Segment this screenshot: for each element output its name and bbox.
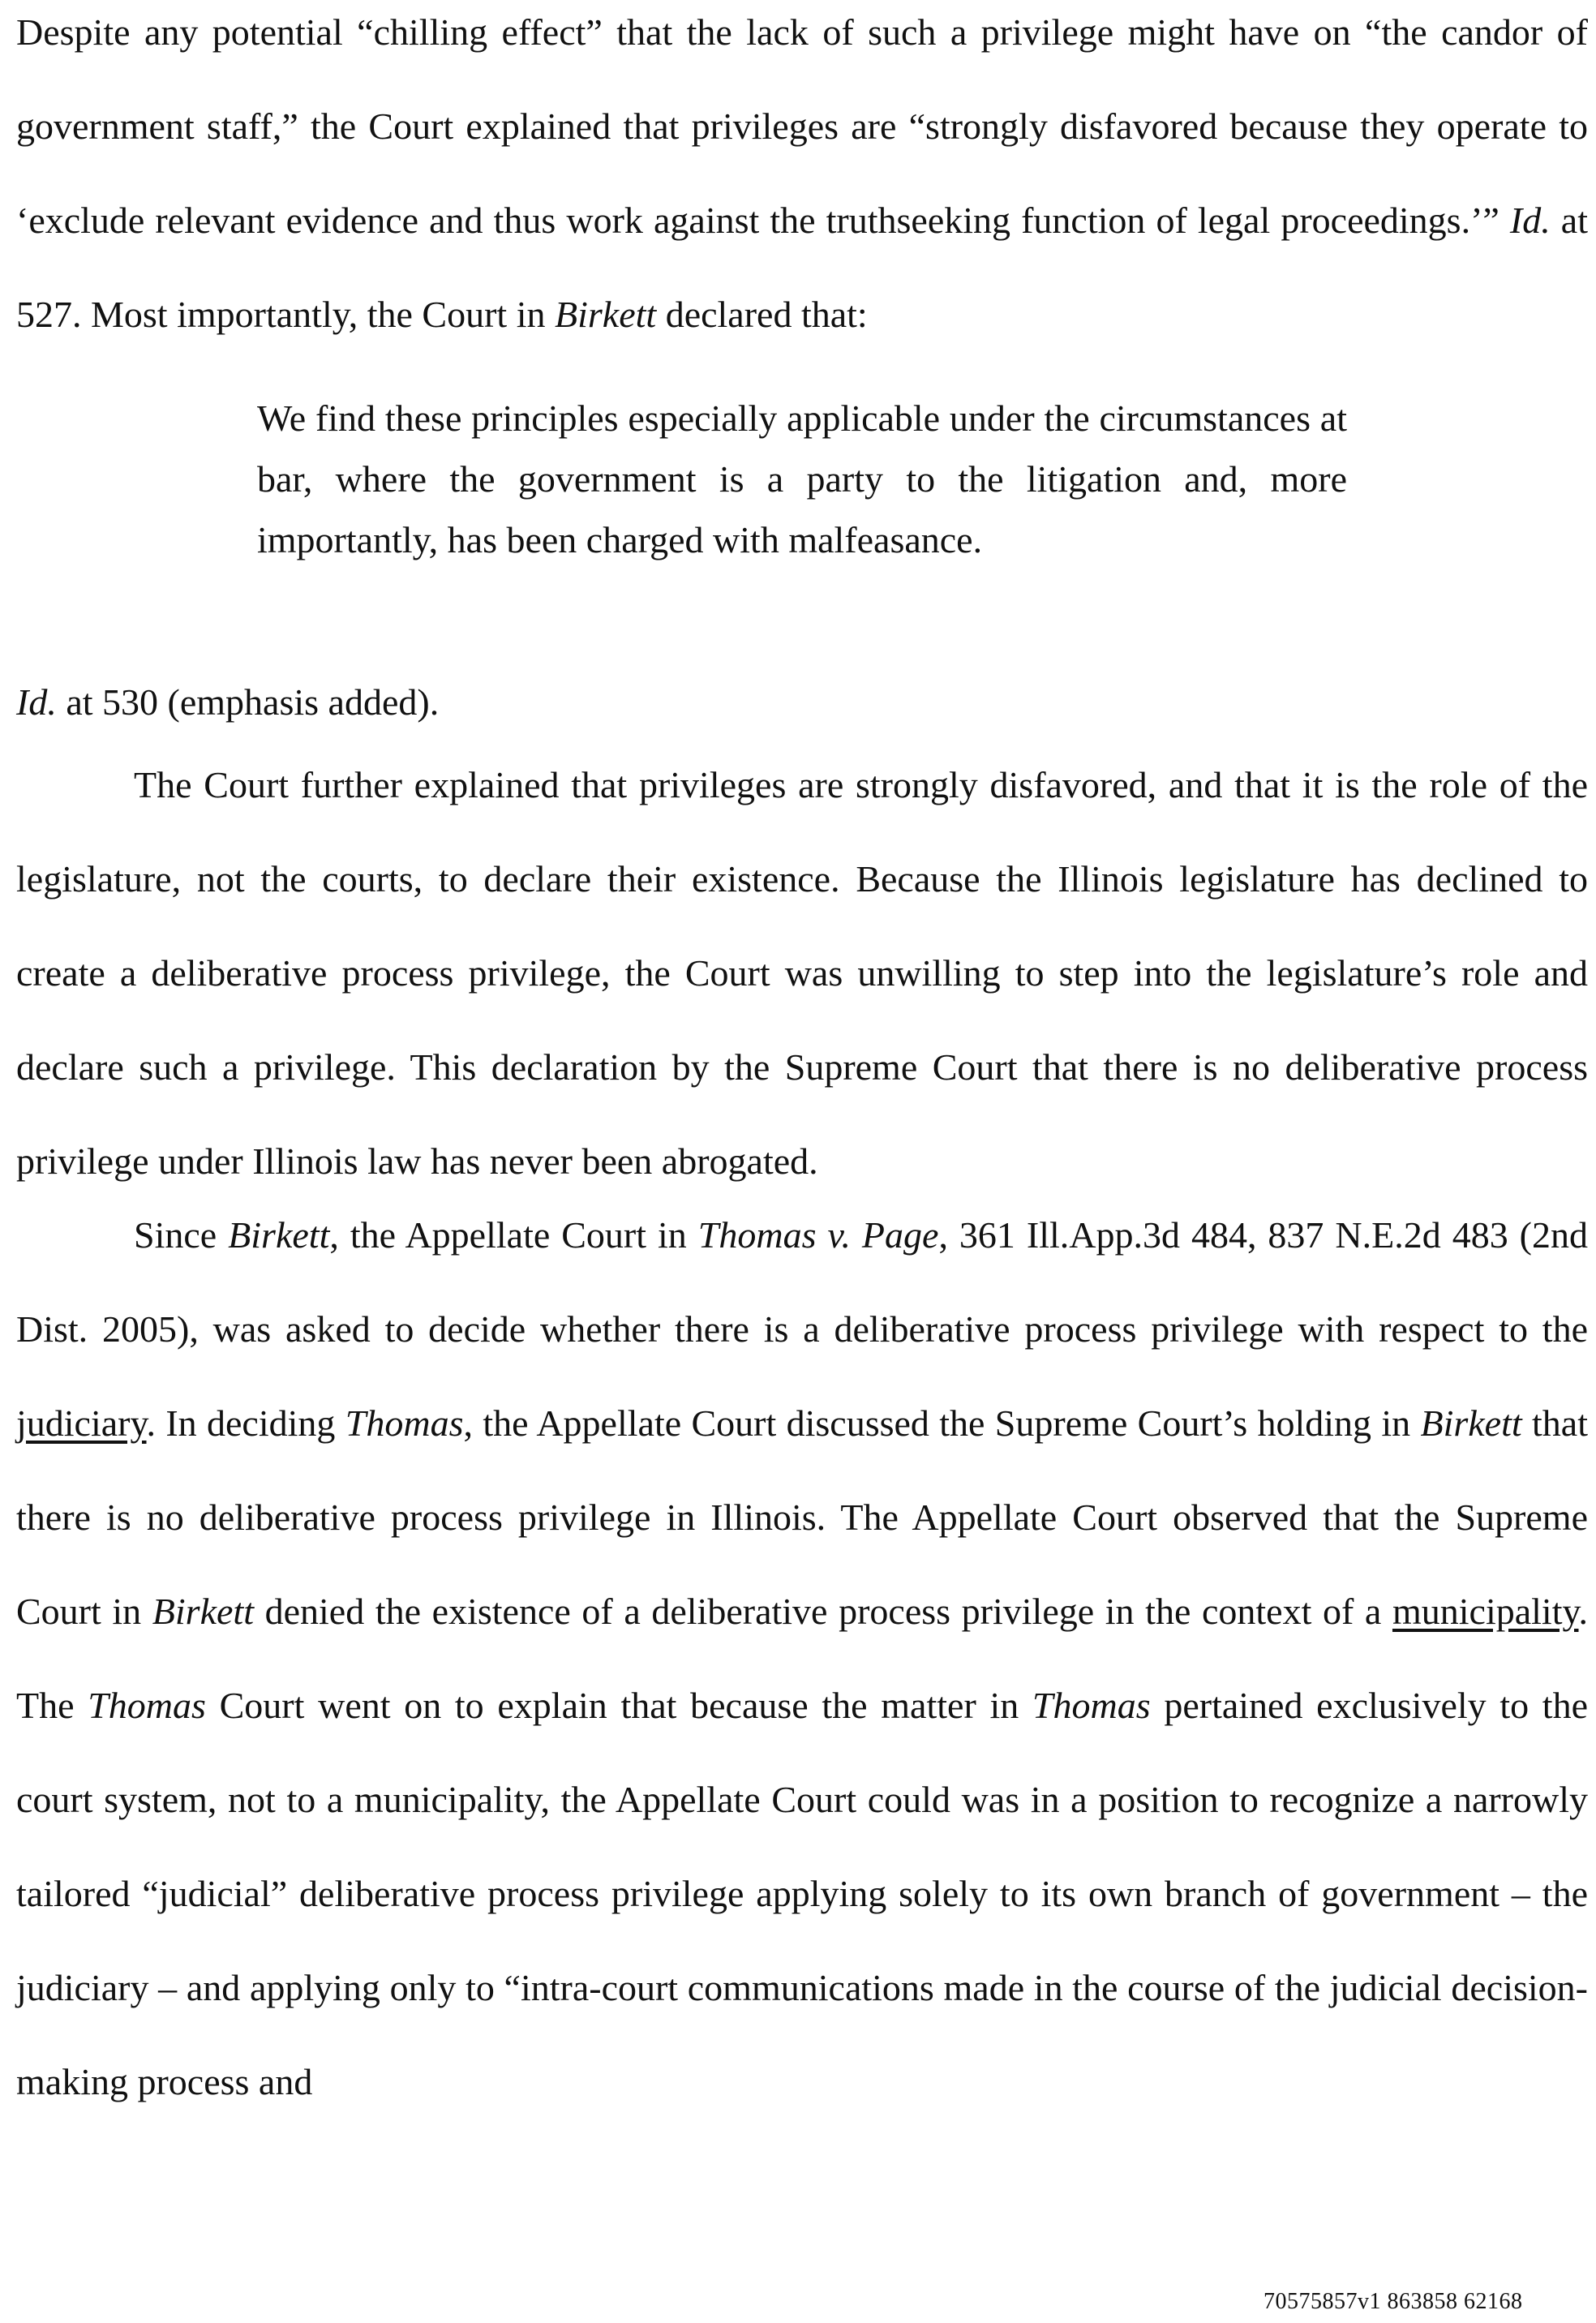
text-run: , the Appellate Court discussed the Supreme Court’s holding in (463, 1402, 1421, 1444)
case-name-birkett: Birkett (228, 1214, 330, 1256)
case-name-thomas: Thomas (345, 1402, 464, 1444)
citation-id: Id. (16, 681, 57, 723)
underlined-judiciary: judiciary (16, 1402, 147, 1444)
underlined-municipality: municipality (1392, 1591, 1579, 1632)
case-name-thomas: Thomas (1032, 1685, 1151, 1726)
block-quote: We find these principles especially applicable under the circumstances at bar, where the government is a party to the litigation and, more importantly, has been charged with malfeasance. (257, 397, 1347, 560)
case-name-birkett: Birkett (1420, 1402, 1522, 1444)
paragraph-thomas-v-page (16, 1188, 1588, 2129)
citation-text: at 530 (emphasis added). (56, 681, 440, 723)
case-name-thomas-v-page: Thomas v. Page (697, 1214, 939, 1256)
paragraph-birkett-candor (16, 0, 1588, 362)
text-run: Since (134, 1214, 229, 1256)
document-id-footer: 70575857v1 863858 62168 (1264, 2289, 1523, 2314)
text-run: pertained exclusively to the court system, not to a municipality, the Appellate Court could was in a position to recognize a narrowly tailored “judicial” deliberative process privilege applying solely to its own branch of government – the judiciary – and applying only to “intra-court communications made in the course of the judicial decision-making process and (16, 1685, 1589, 2102)
case-name-thomas: Thomas (88, 1685, 206, 1726)
text-run: , the Appellate Court in (329, 1214, 698, 1256)
citation-line (16, 655, 439, 749)
text-run: at 527. Most importantly, the Court in (16, 200, 1588, 335)
text-run: . The (16, 1591, 1588, 1726)
text-run: Court went on to explain that because the matter in (205, 1685, 1032, 1726)
text-run: declared that: (656, 294, 868, 335)
case-name-birkett: Birkett (555, 294, 657, 335)
text-run: , 361 Ill.App.3d 484, 837 N.E.2d 483 (2nd Dist. 2005), was asked to decide whether there is a deliberative process privilege with respect to the (16, 1214, 1588, 1350)
case-name-birkett: Birkett (152, 1591, 254, 1632)
text-run: that there is no deliberative process privilege in Illinois. The Appellate Court observed that the Supreme Court in (16, 1402, 1588, 1632)
text-run: Despite any potential “chilling effect” that the lack of such a privilege might have on “the candor of government staff,” the Court explained that privileges are “strongly disfavored because they operate to ‘exclude relevant evidence and thus work against the truthseeking function of legal proceedings.’” (16, 11, 1588, 241)
citation-id: Id. (1509, 200, 1551, 241)
text-run: denied the existence of a deliberative process privilege in the context of a (253, 1591, 1392, 1632)
paragraph-legislature: The Court further explained that privileges are strongly disfavored, and that it is the role of the legislature, not the courts, to declare their existence. Because the Illinois legislature has declined to create a deliberative process privilege, the Court was unwilling to step into the legislature’s role and declare such a privilege. This declaration by the Supreme Court that there is no deliberative process privilege under Illinois law has never been abrogated. (16, 764, 1588, 1182)
text-run: . In deciding (146, 1402, 345, 1444)
